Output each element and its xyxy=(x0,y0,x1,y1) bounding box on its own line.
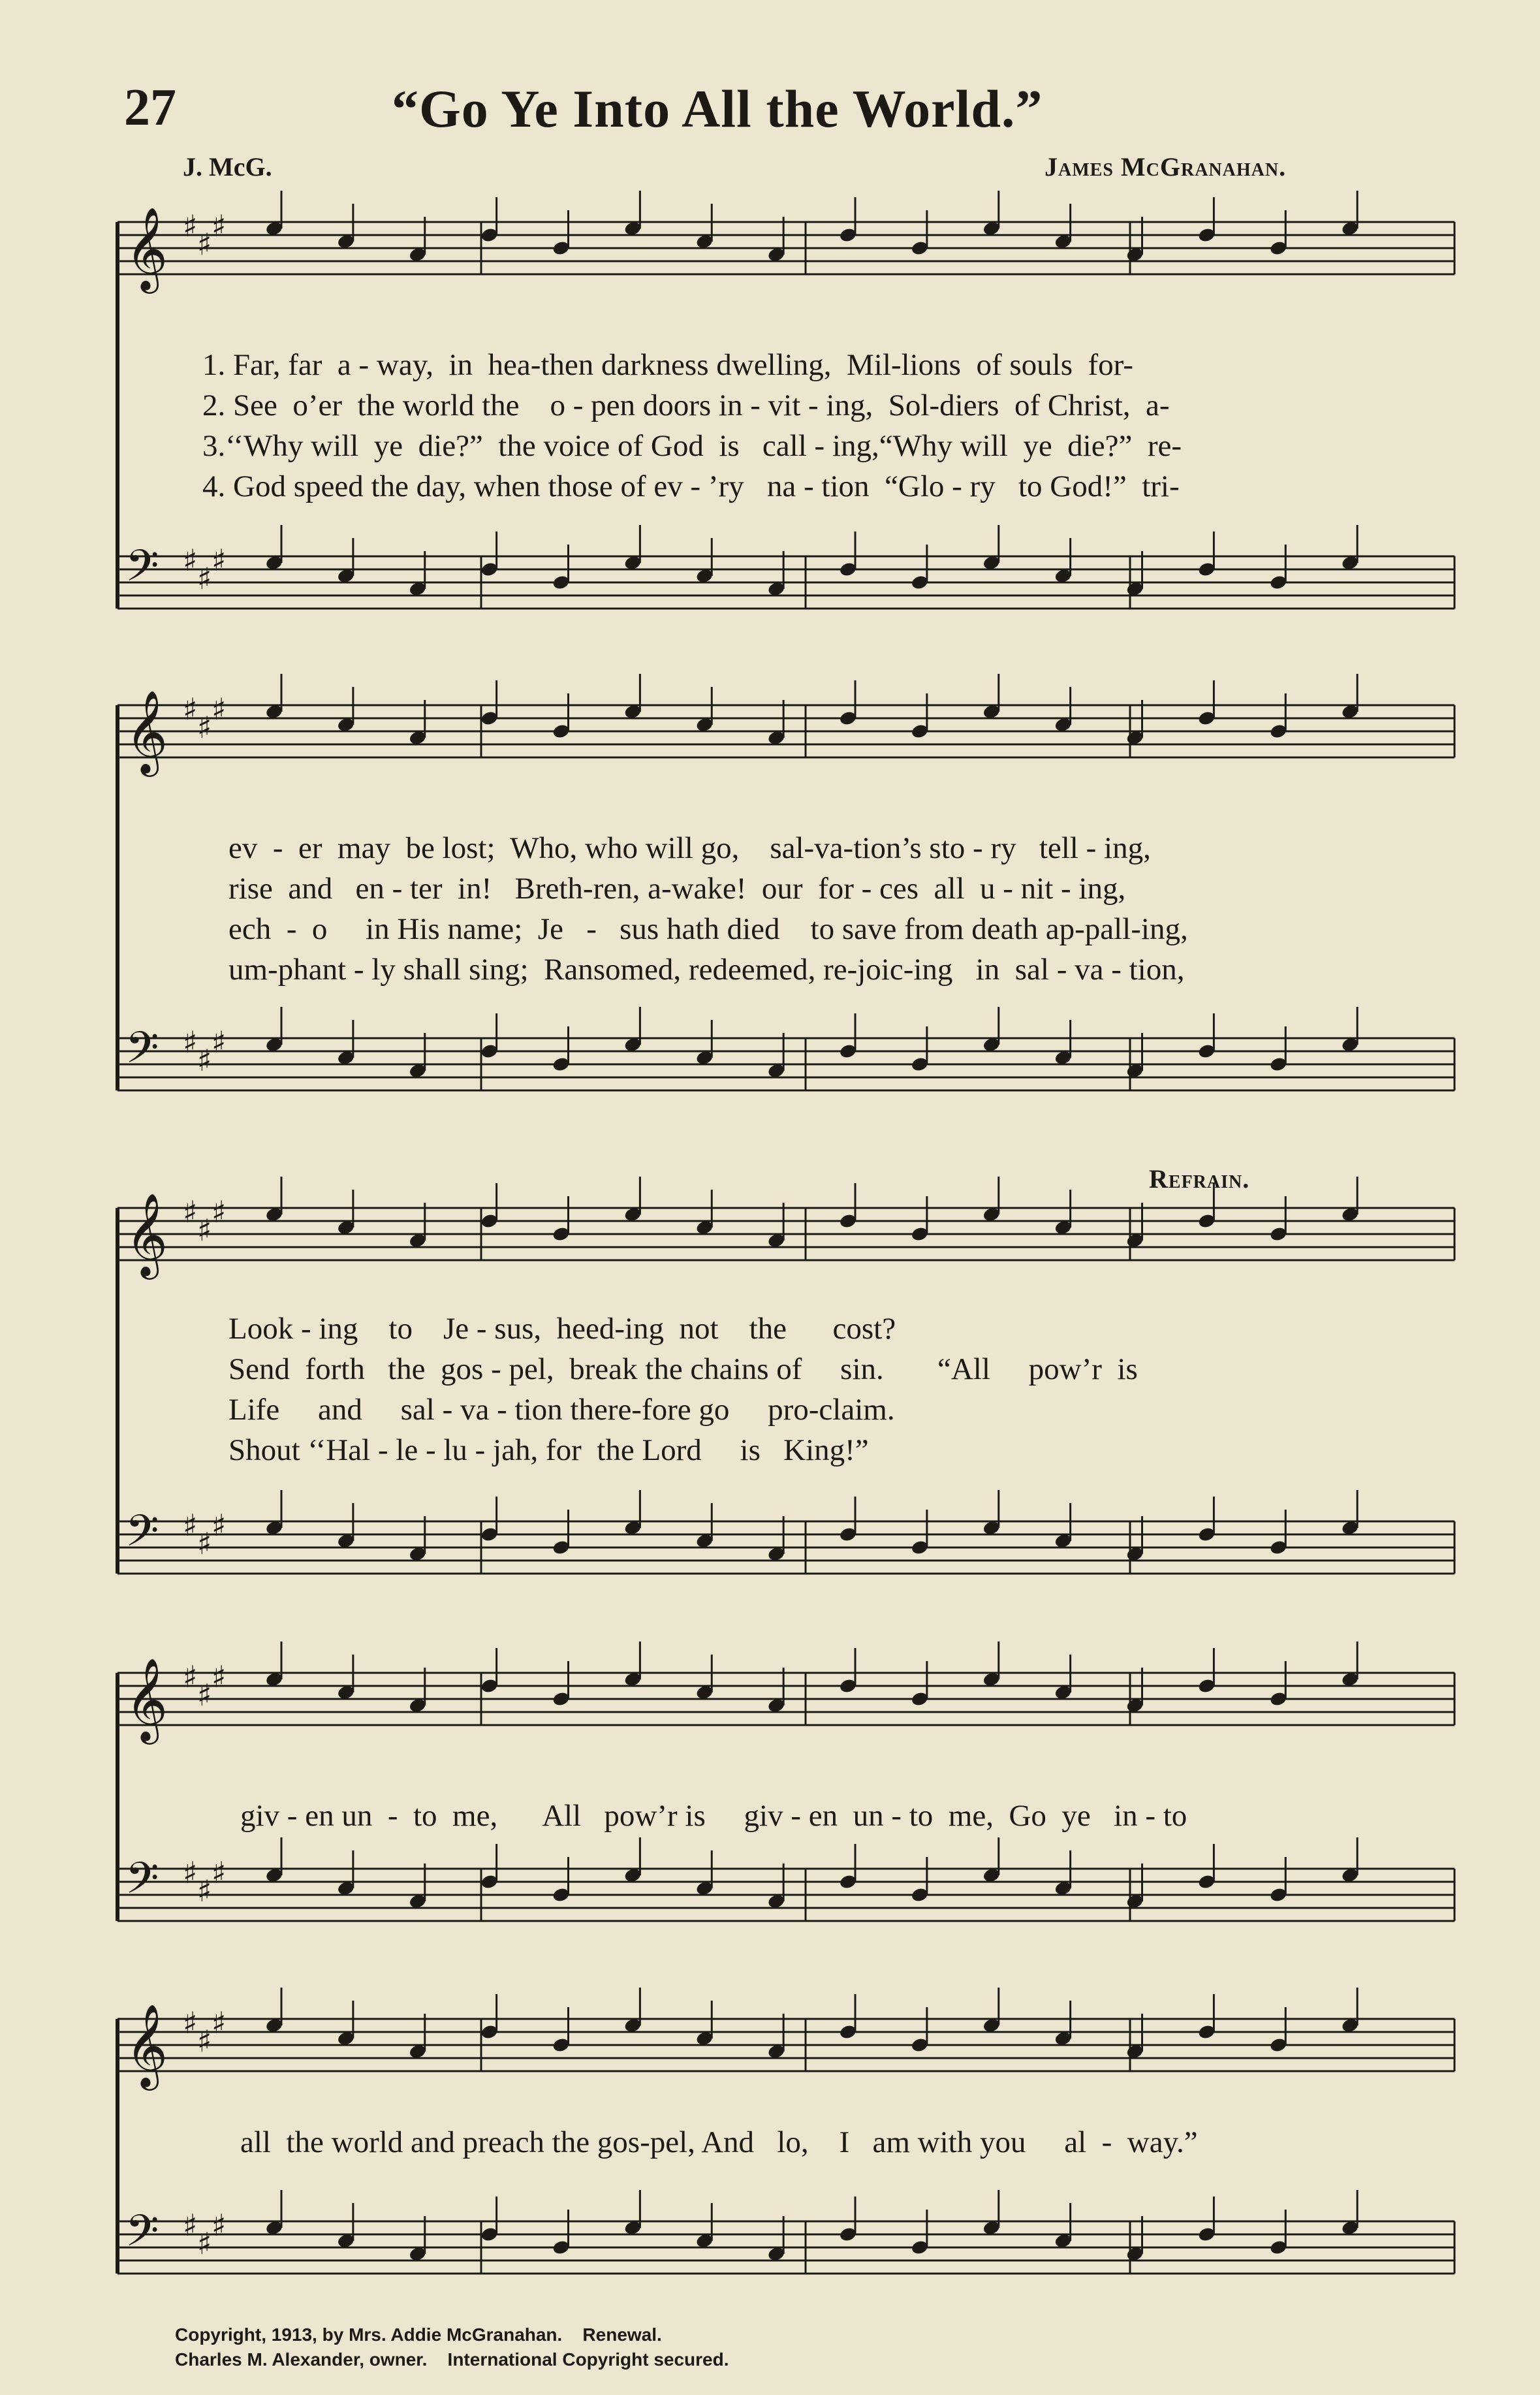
svg-text:♯: ♯ xyxy=(212,1024,227,1060)
words-credit: J. McG. xyxy=(183,152,272,182)
svg-text:♯: ♯ xyxy=(212,1659,227,1694)
verse-1-line-3: Look - ing to Je - sus, heed-ing not the cost? xyxy=(228,1312,896,1346)
verse-1-line-2: ev - er may be lost; Who, who will go, sal-va-tion’s sto - ry tell - ing, xyxy=(228,831,1151,865)
svg-text:♯: ♯ xyxy=(183,1194,198,1229)
svg-text:♯: ♯ xyxy=(197,1213,212,1248)
svg-text:♯: ♯ xyxy=(183,2208,198,2243)
svg-text:♯: ♯ xyxy=(212,2208,227,2243)
svg-text:𝄢: 𝄢 xyxy=(125,1506,159,1566)
svg-text:𝄞: 𝄞 xyxy=(125,206,168,290)
svg-text:♯: ♯ xyxy=(212,1508,227,1543)
verse-2-line-1: 2. See o’er the world the o - pen doors in - vit - ing, Sol-diers of Christ, a- xyxy=(202,389,1170,422)
svg-text:♯: ♯ xyxy=(197,1043,212,1078)
svg-text:♯: ♯ xyxy=(183,691,198,727)
svg-text:𝄢: 𝄢 xyxy=(125,1023,159,1083)
svg-text:♯: ♯ xyxy=(197,1526,212,1561)
verse-4-line-3: Shout ‘‘Hal - le - lu - jah, for the Lord is King!” xyxy=(228,1433,869,1467)
verse-4-line-1: 4. God speed the day, when those of ev - ’ry na - tion “Glo - ry to God!” tri- xyxy=(202,469,1180,503)
svg-text:♯: ♯ xyxy=(197,1873,212,1909)
svg-text:♯: ♯ xyxy=(212,1194,227,1229)
verse-2-line-2: rise and en - ter in! Breth-ren, a-wake! our for - ces all u - nit - ing, xyxy=(228,872,1126,906)
svg-text:𝄢: 𝄢 xyxy=(125,541,159,601)
svg-text:♯: ♯ xyxy=(197,561,212,596)
svg-text:♯: ♯ xyxy=(197,2023,212,2059)
svg-text:♯: ♯ xyxy=(197,2226,212,2261)
svg-text:𝄞: 𝄞 xyxy=(125,1192,168,1276)
svg-text:♯: ♯ xyxy=(183,2005,198,2040)
svg-text:♯: ♯ xyxy=(197,227,212,262)
music-credit: James McGranahan. xyxy=(1045,152,1287,182)
svg-text:𝄢: 𝄢 xyxy=(125,1853,159,1914)
svg-text:♯: ♯ xyxy=(212,2005,227,2040)
system-4 xyxy=(118,1642,1454,1921)
hymn-title: “Go Ye Into All the World.” xyxy=(392,79,1043,138)
svg-text:♯: ♯ xyxy=(197,1677,212,1713)
refrain-line-2: all the world and preach the gos-pel, And lo, I am with you al - way.” xyxy=(240,2125,1198,2159)
svg-text:𝄞: 𝄞 xyxy=(125,690,168,773)
svg-text:♯: ♯ xyxy=(212,543,227,578)
verse-3-line-1: 3.‘‘Why will ye die?” the voice of God is call - ing,“Why will ye die?” re- xyxy=(202,429,1182,463)
svg-text:♯: ♯ xyxy=(212,1855,227,1890)
hymn-number: 27 xyxy=(124,79,176,136)
verse-4-line-2: um-phant - ly shall sing; Ransomed, redeemed, re-joic-ing in sal - va - tion, xyxy=(228,953,1185,987)
svg-text:𝄞: 𝄞 xyxy=(125,2003,168,2087)
refrain-line-1: giv - en un - to me, All pow’r is giv - en un - to me, Go ye in - to xyxy=(240,1799,1187,1833)
svg-text:♯: ♯ xyxy=(183,1508,198,1543)
svg-text:♯: ♯ xyxy=(183,1855,198,1890)
copyright-line-1: Copyright, 1913, by Mrs. Addie McGranahan. Renewal. xyxy=(175,2324,662,2345)
verse-3-line-2: ech - o in His name; Je - sus hath died to save from death ap-pall-ing, xyxy=(228,912,1188,946)
svg-text:♯: ♯ xyxy=(212,691,227,727)
svg-text:♯: ♯ xyxy=(212,208,227,244)
svg-text:𝄢: 𝄢 xyxy=(125,2206,159,2266)
svg-text:♯: ♯ xyxy=(183,1024,198,1060)
copyright-line-2: Charles M. Alexander, owner. International Copyright secured. xyxy=(175,2349,729,2370)
svg-text:♯: ♯ xyxy=(183,1659,198,1694)
svg-text:♯: ♯ xyxy=(197,710,212,745)
svg-text:♯: ♯ xyxy=(183,543,198,578)
verse-3-line-3: Life and sal - va - tion there-fore go pro-claim. xyxy=(228,1393,895,1427)
refrain-label: Refrain. xyxy=(1149,1164,1250,1194)
verse-1-line-1: 1. Far, far a - way, in hea-then darkness dwelling, Mil-lions of souls for- xyxy=(202,348,1133,382)
verse-2-line-3: Send forth the gos - pel, break the chains of sin. “All pow’r is xyxy=(228,1352,1138,1386)
svg-text:♯: ♯ xyxy=(183,208,198,244)
svg-text:𝄞: 𝄞 xyxy=(125,1657,168,1741)
